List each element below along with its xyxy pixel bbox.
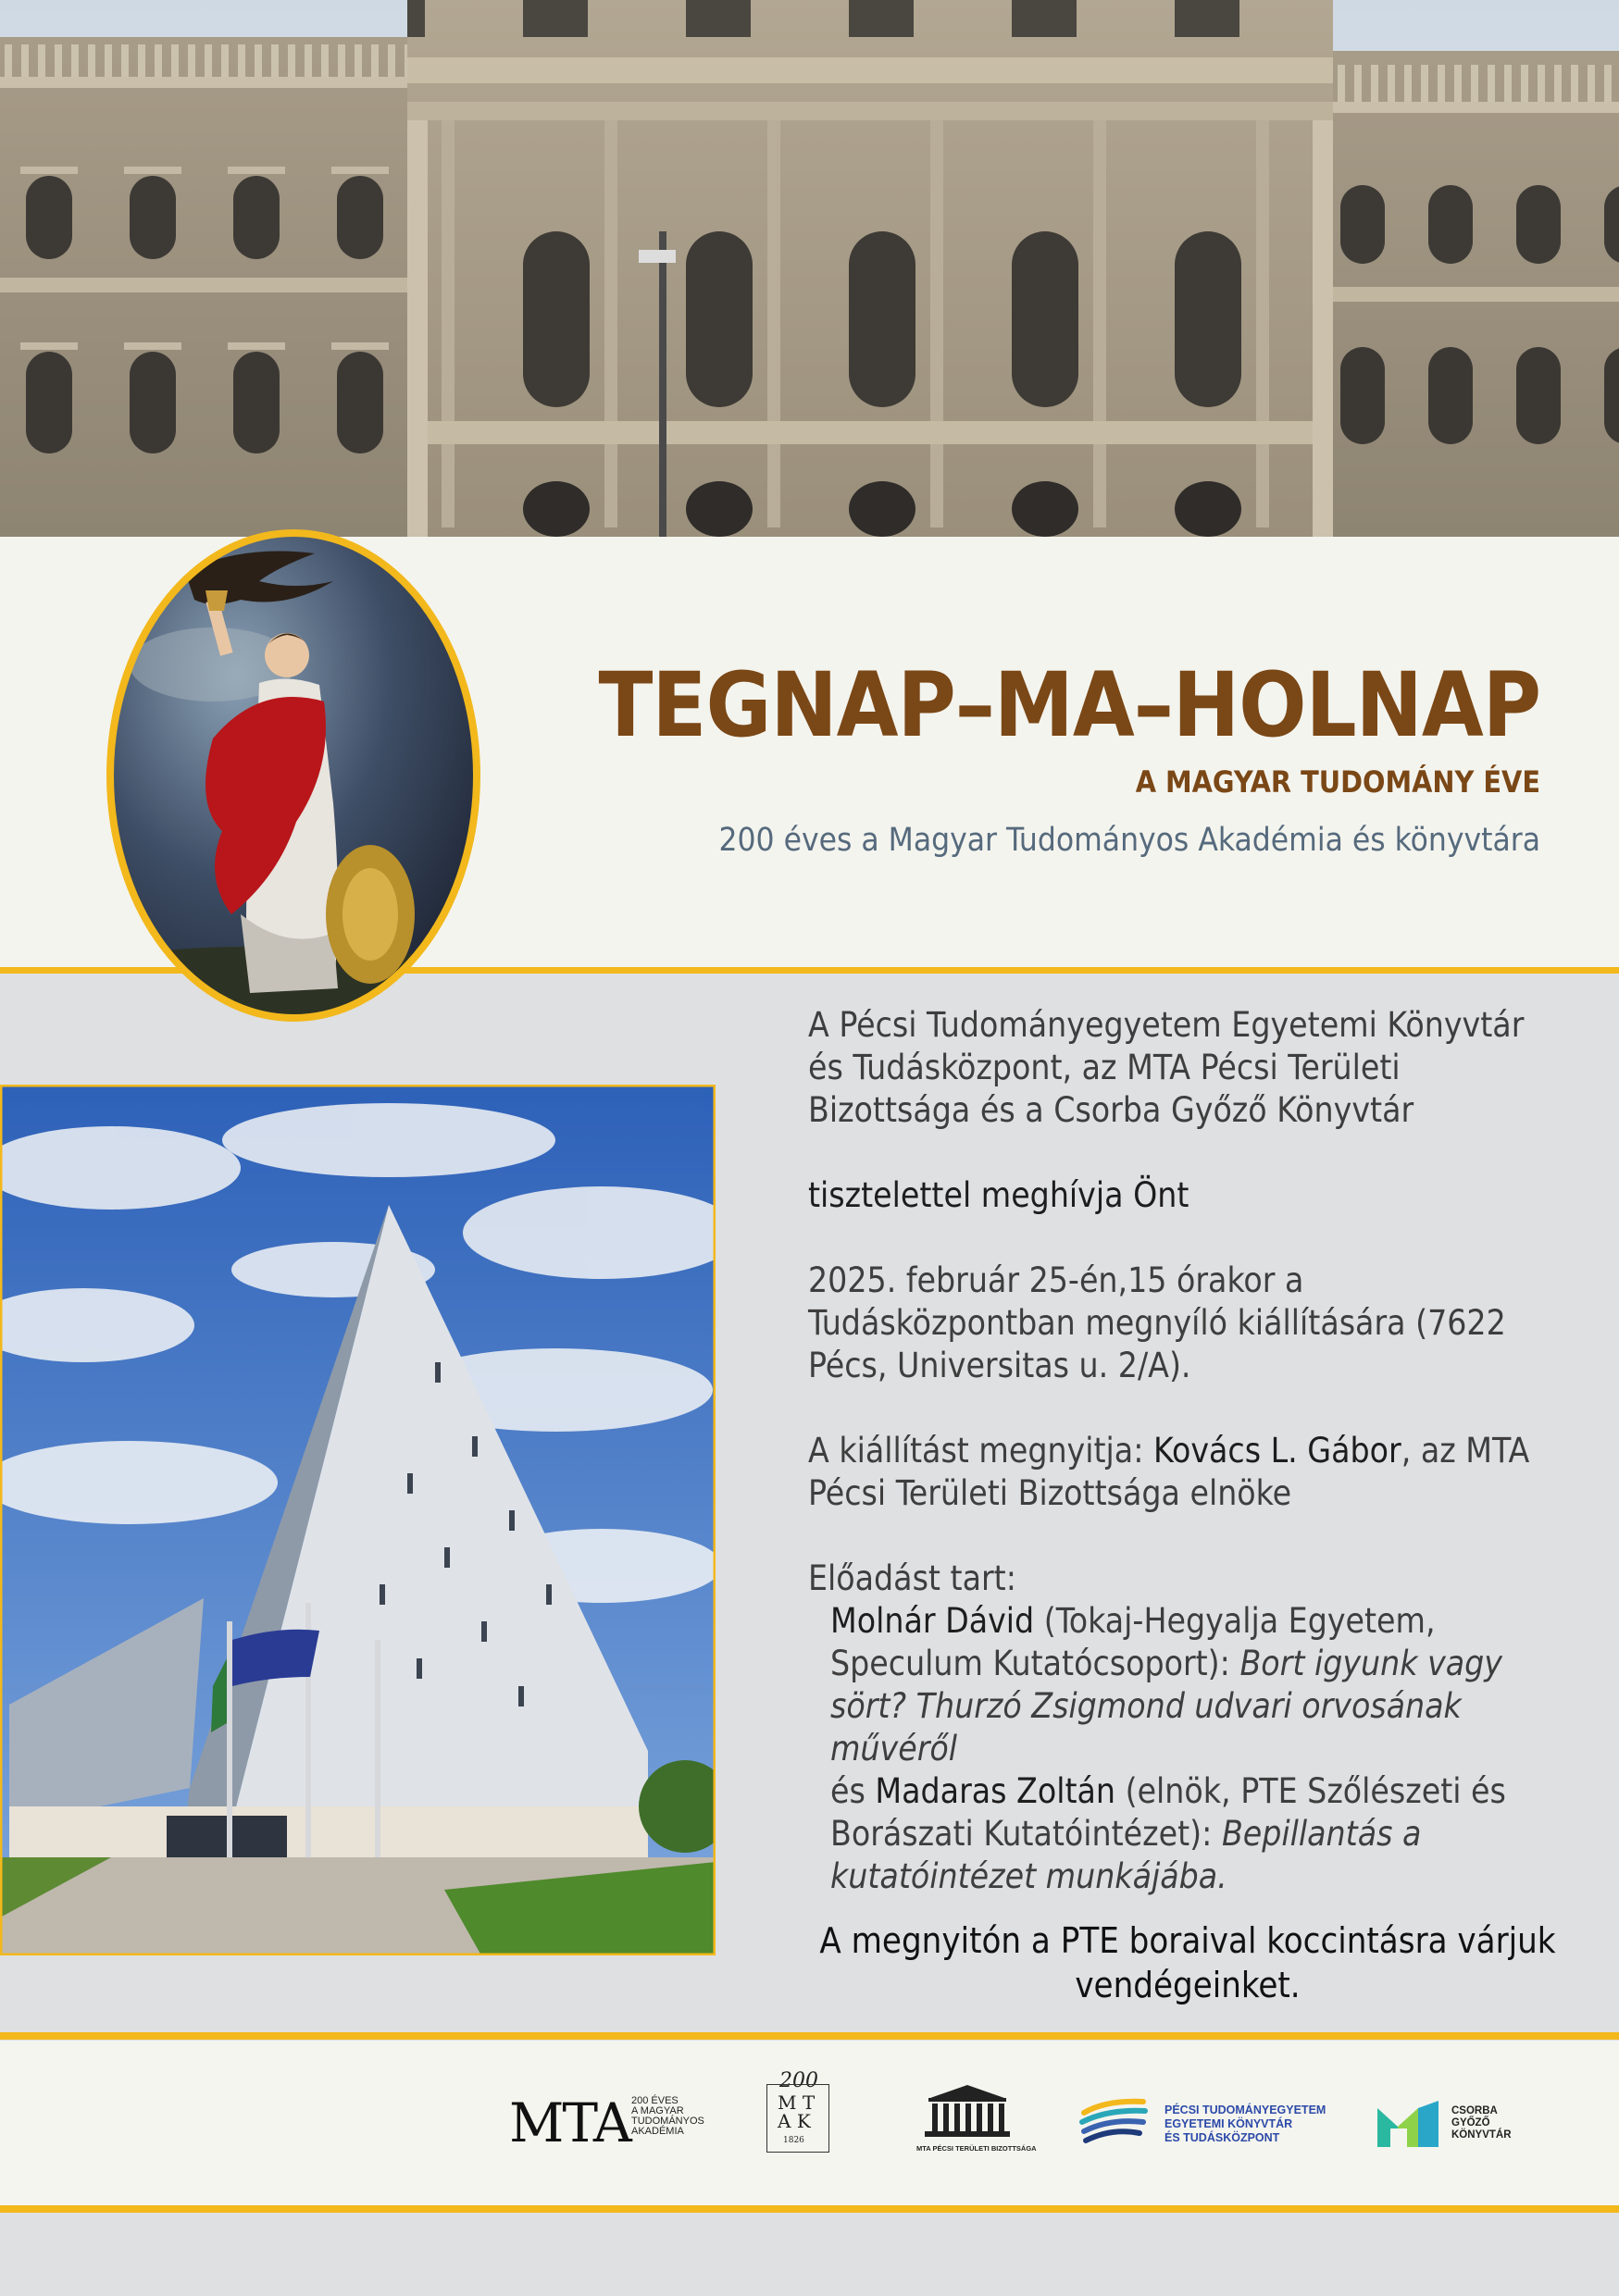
pte-library-logo <box>1078 2096 1149 2152</box>
closing-text: A megnyitón a PTE boraival koccintásra várjuk vendégeinket. <box>819 1920 1556 2005</box>
csorba-m-icon <box>1377 2101 1438 2147</box>
lectures-section <box>808 1558 1567 1898</box>
csorba-library-logo <box>1377 2101 1438 2151</box>
pte-library-text: PÉCSI TUDOMÁNYEGYETEM EGYETEMI KÖNYVTÁR ÉS TUDÁSKÖZPONT <box>1164 2104 1326 2144</box>
opener-text: A kiállítást megnyitja: Kovács L. Gábor, az MTA Pécsi Területi Bizottsága elnöke <box>808 1431 1530 1513</box>
lecture-2: és Madaras Zoltán (elnök, PTE Szőlészeti és Borászati Kutatóintézet): Bepillantás a kutatóintézet munkájába. <box>830 1771 1506 1896</box>
lecture-1-title: Bort igyunk vagy sört? Thurzó Zsigmond udvari orvosának művéről <box>830 1644 1502 1769</box>
invite-text: tisztelettel meghívja Önt <box>808 1175 1189 1215</box>
pte-swoosh-icon <box>1078 2096 1149 2148</box>
mta-logo: MTA <box>509 2091 630 2154</box>
organizers-text: A Pécsi Tudományegyetem Egyetemi Könyvtár és Tudásközpont, az MTA Pécsi Területi Bizottsága és a Csorba Győző Könyvtár <box>808 1005 1525 1130</box>
csorba-library-text: CSORBA GYŐZŐ KÖNYVTÁR <box>1451 2105 1512 2141</box>
lecture-2-title: Bepillantás a kutatóintézet munkájába. <box>830 1814 1422 1896</box>
speaker-1-name: Molnár Dávid <box>830 1601 1035 1641</box>
lectures-heading: Előadást tart: <box>808 1558 1016 1598</box>
library-building-photo <box>0 1085 716 1955</box>
lecture-1: Molnár Dávid (Tokaj-Hegyalja Egyetem, Speculum Kutatócsoport): Bort igyunk vagy sört? Thurzó Zsigmond udvari orvosának művéről <box>830 1601 1502 1769</box>
speaker-2-name: Madaras Zoltán <box>875 1771 1116 1811</box>
invitation-text <box>808 1004 1567 1898</box>
date-location-text: 2025. február 25-én,15 órakor a Tudásközpontban megnyíló kiállítására (7622 Pécs, Universitas u. 2/A). <box>808 1260 1506 1385</box>
mtak-200-logo: 200 M T A K 1826 <box>765 2073 833 2166</box>
footer-logos <box>0 2041 1619 2205</box>
page-title: TEGNAP–MA–HOLNAP <box>598 653 1540 757</box>
building-icon <box>921 2085 1014 2139</box>
academy-building-photo <box>0 0 1619 537</box>
footer-bottom-line <box>0 2205 1619 2213</box>
opener-name: Kovács L. Gábor <box>1152 1431 1401 1471</box>
page-subtitle: A MAGYAR TUDOMÁNY ÉVE <box>1135 764 1540 800</box>
committee-logo: MTA PÉCSI TERÜLETI BIZOTTSÁGA <box>916 2085 1027 2159</box>
mta-logo-subtext: 200 ÉVES A MAGYAR TUDOMÁNYOS AKADÉMIA <box>631 2095 704 2137</box>
page-tagline: 200 éves a Magyar Tudományos Akadémia és könyvtára <box>718 822 1540 859</box>
allegory-painting <box>102 526 485 1025</box>
footer-top-line <box>0 2032 1619 2040</box>
